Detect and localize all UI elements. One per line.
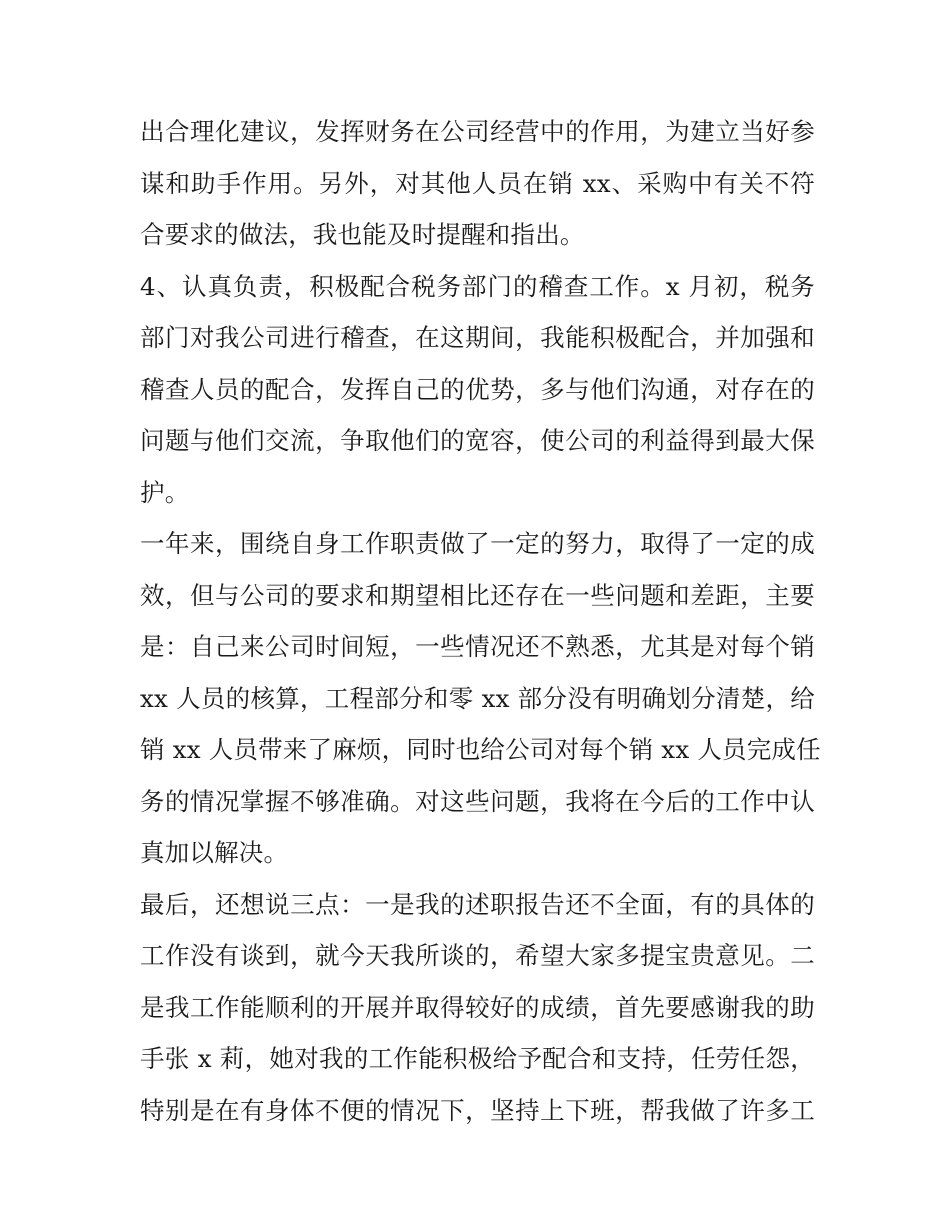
- text-line: 是：自己来公司时间短，一些情况还不熟悉，尤其是对每个销: [140, 632, 815, 661]
- text-line: 4、认真负责，积极配合税务部门的稽查工作。x 月初，税务: [140, 271, 815, 301]
- text-line: 销 xx 人员带来了麻烦，同时也给公司对每个销 xx 人员完成任: [140, 735, 821, 764]
- text-line: 问题与他们交流，争取他们的宽容，使公司的利益得到最大保: [140, 426, 815, 455]
- text-line: 稽查人员的配合，发挥自己的优势，多与他们沟通，对存在的: [140, 374, 815, 404]
- text-line: 最后，还想说三点：一是我的述职报告还不全面，有的具体的: [140, 889, 815, 919]
- text-line: 工作没有谈到，就今天我所谈的，希望大家多提宝贵意见。二: [140, 941, 815, 970]
- text-line: 出合理化建议，发挥财务在公司经营中的作用，为建立当好参: [140, 117, 815, 146]
- text-line: 特别是在有身体不便的情况下，坚持上下班，帮我做了许多工: [140, 1095, 815, 1125]
- document-body: [140, 106, 821, 1136]
- text-line: 是我工作能顺利的开展并取得较好的成绩，首先要感谢我的助: [140, 992, 815, 1022]
- text-line: xx 人员的核算，工程部分和零 xx 部分没有明确划分清楚，给: [140, 683, 815, 713]
- text-line: 效，但与公司的要求和期望相比还存在一些问题和差距，主要: [140, 580, 815, 610]
- text-line: 手张 x 莉，她对我的工作能积极给予配合和支持，任劳任怨，: [140, 1044, 815, 1073]
- text-line: 合要求的做法，我也能及时提醒和指出。: [140, 220, 585, 249]
- text-line: 一年来，围绕自身工作职责做了一定的努力，取得了一定的成: [140, 529, 815, 558]
- text-line: 护。: [140, 477, 190, 507]
- text-line: 部门对我公司进行稽查，在这期间，我能积极配合，并加强和: [140, 323, 815, 352]
- text-line: 真加以解决。: [140, 838, 289, 867]
- text-line: 谋和助手作用。另外，对其他人员在销 xx、采购中有关不符: [140, 168, 815, 198]
- text-line: 务的情况掌握不够准确。对这些问题，我将在今后的工作中认: [140, 786, 815, 816]
